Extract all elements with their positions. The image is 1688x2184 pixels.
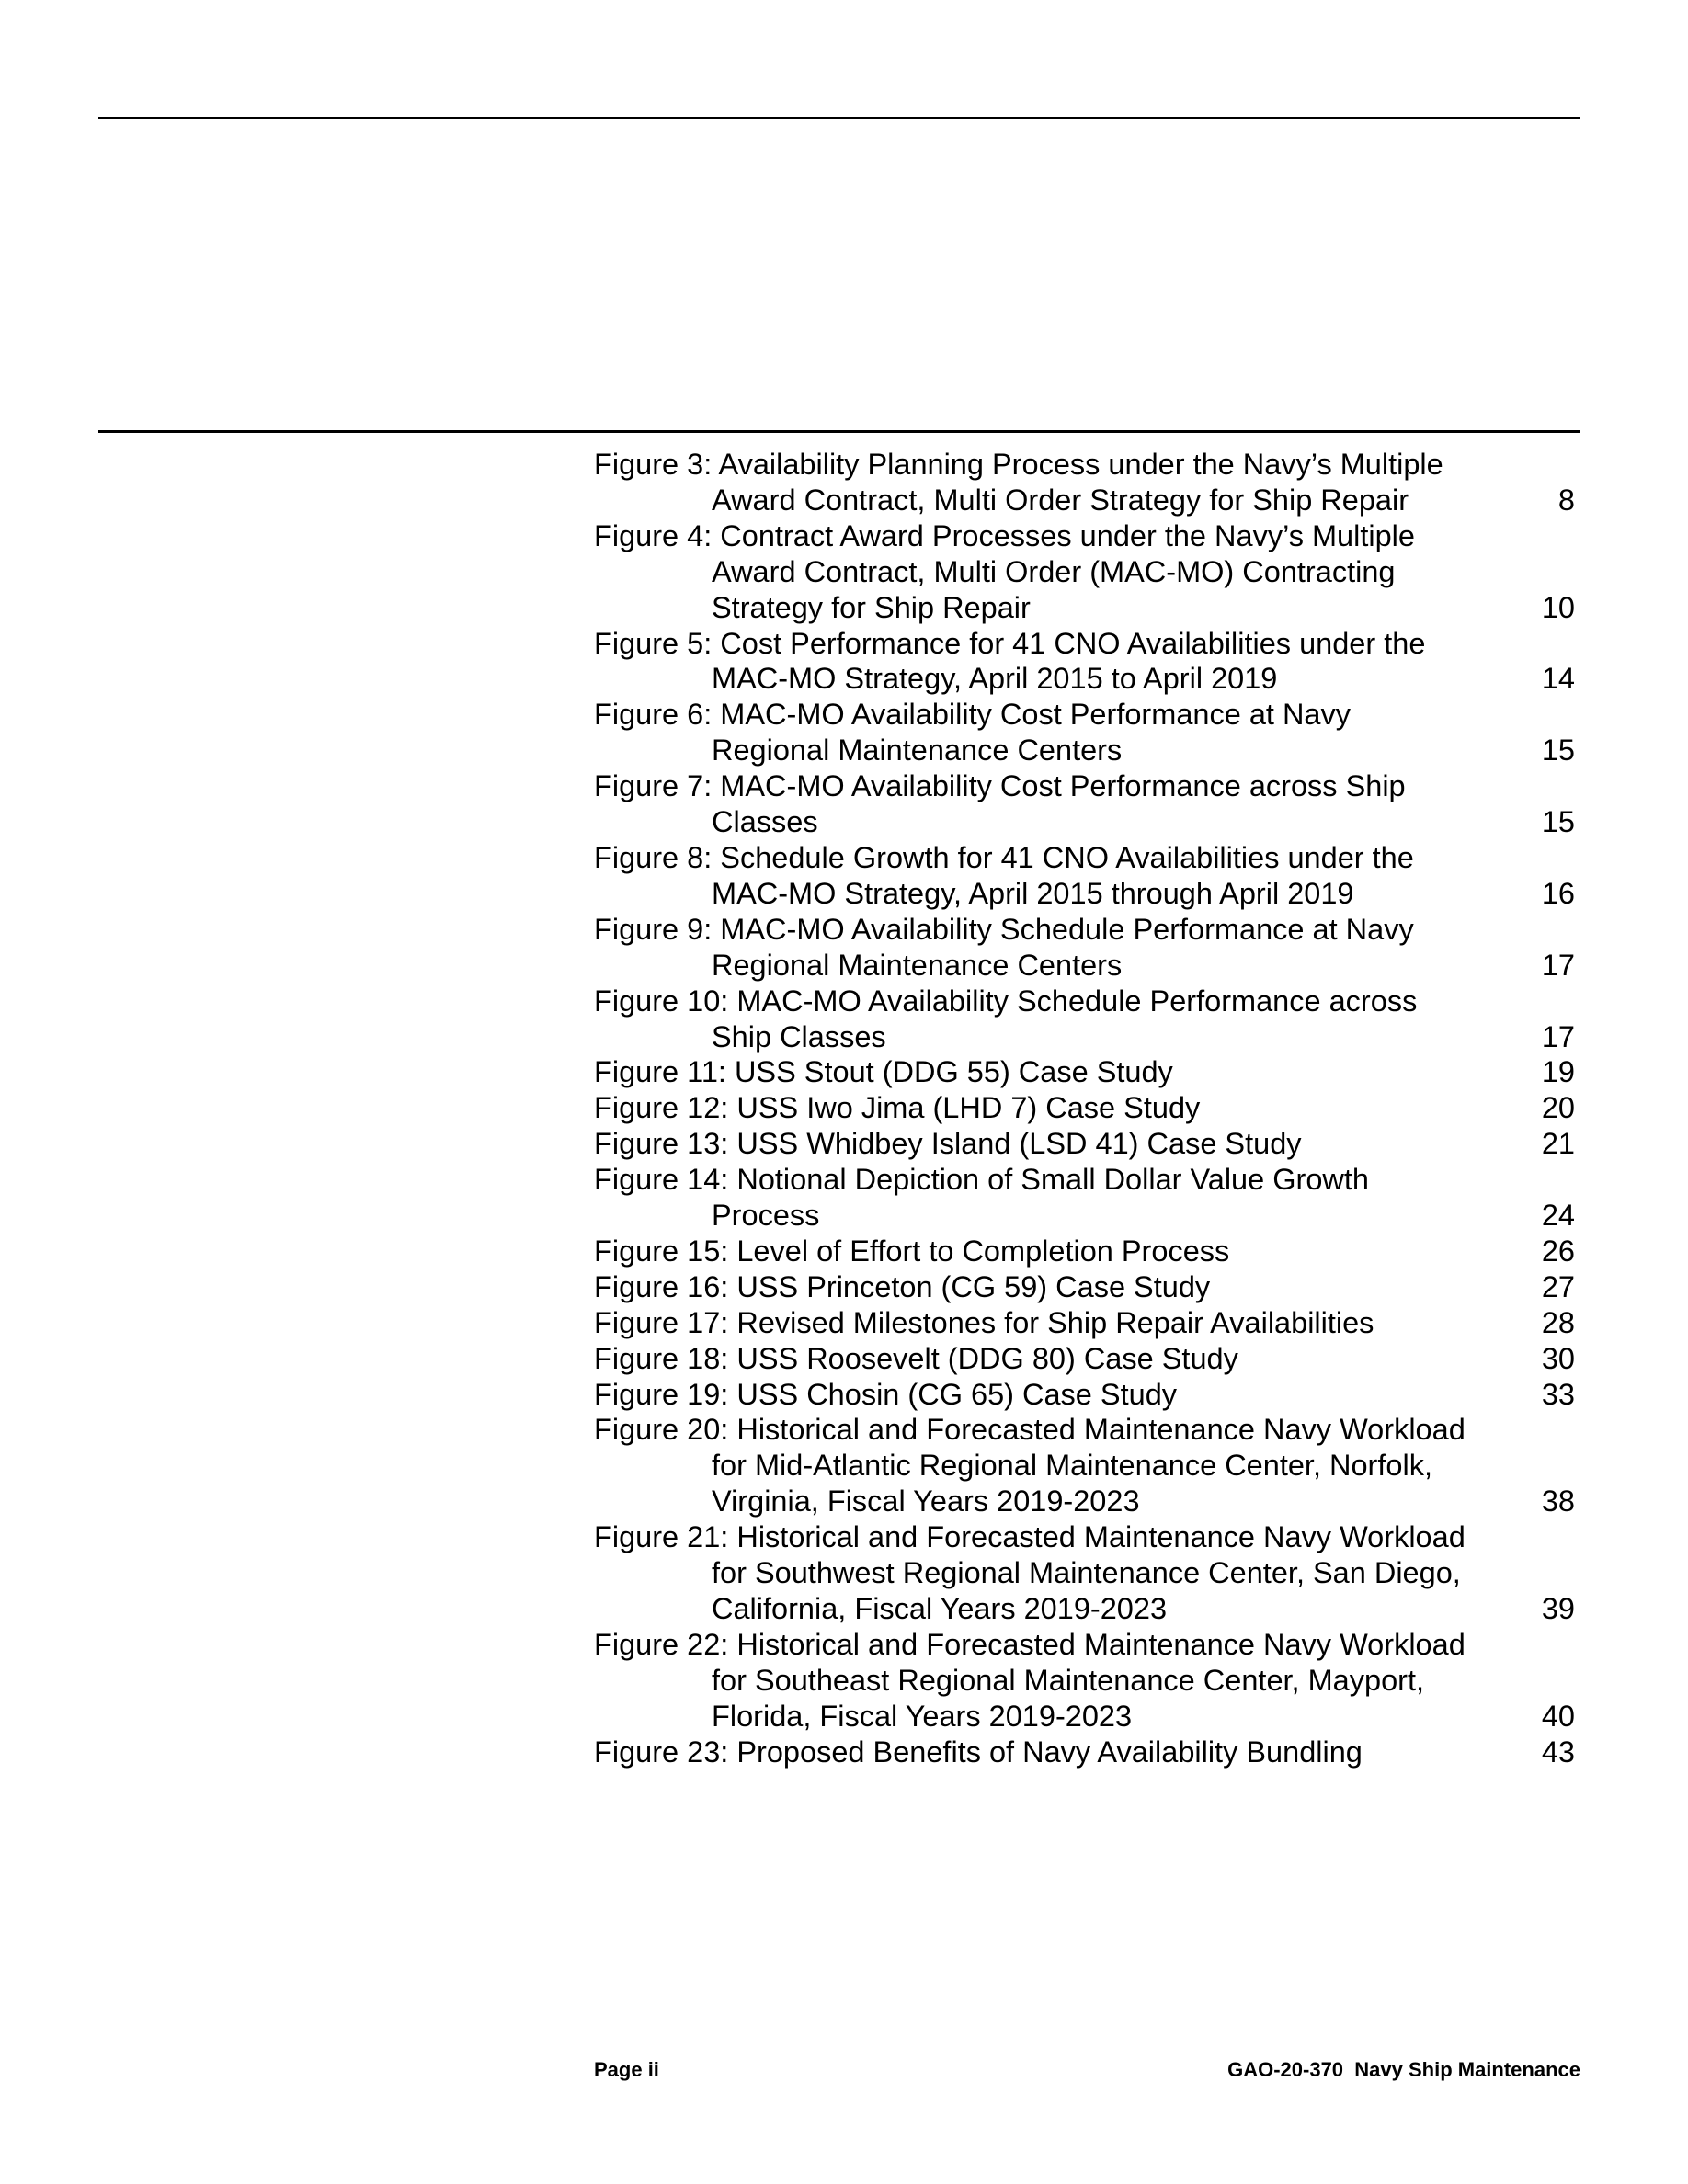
toc-entry[interactable]: [594, 1269, 1580, 1305]
toc-entry-title: [594, 1090, 1495, 1126]
toc-entry[interactable]: [594, 447, 1580, 518]
toc-entry-page-number: 15: [1541, 734, 1575, 768]
toc-entry-title-line: Figure 9: MAC-MO Availability Schedule Performance at Navy: [594, 912, 1414, 946]
toc-entry-page-number: 19: [1541, 1055, 1575, 1089]
toc-entry[interactable]: [594, 1377, 1580, 1413]
toc-entry-title: [594, 447, 1495, 518]
toc-entry-title-line: for Southeast Regional Maintenance Center, Mayport,: [712, 1663, 1425, 1697]
toc-entry-title: [594, 1054, 1495, 1090]
toc-entry[interactable]: [594, 1234, 1580, 1269]
toc-entry-title-line: Figure 5: Cost Performance for 41 CNO Availabilities under the: [594, 626, 1426, 660]
toc-entry-title-line: Regional Maintenance Centers: [712, 948, 1123, 982]
toc-entry-title: [594, 1412, 1495, 1519]
toc-entry-title: [594, 1377, 1495, 1413]
toc-entry[interactable]: [594, 1090, 1580, 1126]
toc-entry-title-line: Figure 18: USS Roosevelt (DDG 80) Case Study: [594, 1341, 1238, 1375]
toc-entry-title-line: for Southwest Regional Maintenance Center, San Diego,: [712, 1556, 1461, 1590]
toc-entry-title-line: Figure 19: USS Chosin (CG 65) Case Study: [594, 1377, 1178, 1411]
toc-entry-title-line: Figure 4: Contract Award Processes under the Navy’s Multiple: [594, 518, 1415, 552]
toc-entry-page-number: 30: [1541, 1341, 1575, 1375]
toc-entry-page-number: 26: [1541, 1234, 1575, 1268]
toc-entry-title-line: Figure 3: Availability Planning Process under the Navy’s Multiple: [594, 448, 1443, 481]
toc-entry[interactable]: [594, 912, 1580, 984]
figures-table-of-contents: [594, 447, 1580, 1770]
toc-entry-page-number: 17: [1541, 1019, 1575, 1053]
toc-entry-page-number: 16: [1541, 876, 1575, 910]
toc-entry-title: [594, 1269, 1495, 1305]
toc-entry-title-line: Figure 22: Historical and Forecasted Maintenance Navy Workload: [594, 1627, 1466, 1661]
toc-entry-title: [594, 984, 1495, 1055]
toc-entry-page-number: 24: [1541, 1199, 1575, 1233]
toc-entry-page-number: 10: [1541, 590, 1575, 624]
toc-entry-page-number: 21: [1541, 1127, 1575, 1161]
footer-page-number: Page ii: [594, 2058, 659, 2081]
toc-entry-title-line: Regional Maintenance Centers: [712, 734, 1123, 768]
toc-entry-title-line: Strategy for Ship Repair: [712, 590, 1031, 624]
toc-entry-title-line: Figure 23: Proposed Benefits of Navy Availability Bundling: [594, 1735, 1363, 1769]
toc-entry[interactable]: [594, 1735, 1580, 1770]
toc-entry-page-number: 27: [1541, 1269, 1575, 1303]
toc-entry-title-line: Award Contract, Multi Order (MAC-MO) Contracting: [712, 554, 1396, 588]
toc-entry-title-line: Award Contract, Multi Order Strategy for Ship Repair: [712, 483, 1409, 517]
toc-entry-page-number: 20: [1541, 1091, 1575, 1125]
toc-entry-title: [594, 626, 1495, 698]
toc-entry-title-line: Figure 12: USS Iwo Jima (LHD 7) Case Study: [594, 1091, 1201, 1125]
toc-entry-title: [594, 1305, 1495, 1341]
toc-entry[interactable]: [594, 1126, 1580, 1162]
toc-entry-title: [594, 1519, 1495, 1627]
toc-entry-page-number: 39: [1541, 1592, 1575, 1625]
toc-entry-page-number: 33: [1541, 1377, 1575, 1411]
toc-entry-title-line: Figure 7: MAC-MO Availability Cost Performance across Ship: [594, 769, 1406, 803]
toc-entry-title-line: Florida, Fiscal Years 2019-2023: [712, 1699, 1133, 1733]
toc-entry[interactable]: [594, 1519, 1580, 1627]
toc-entry-title-line: Figure 15: Level of Effort to Completion Process: [594, 1234, 1230, 1268]
toc-entry[interactable]: [594, 1162, 1580, 1234]
toc-entry[interactable]: [594, 1341, 1580, 1377]
toc-entry[interactable]: [594, 768, 1580, 840]
toc-entry[interactable]: [594, 697, 1580, 768]
toc-entry-page-number: 14: [1541, 662, 1575, 696]
toc-entry-page-number: 28: [1541, 1305, 1575, 1339]
header-rule-contents: [98, 430, 1580, 433]
toc-entry-page-number: 17: [1541, 948, 1575, 982]
toc-entry-title-line: MAC-MO Strategy, April 2015 to April 2019: [712, 662, 1278, 696]
page-footer: [594, 2058, 1580, 2082]
toc-entry[interactable]: [594, 1305, 1580, 1341]
footer-report-title: GAO-20-370 Navy Ship Maintenance: [1227, 2058, 1580, 2081]
toc-entry-title-line: Ship Classes: [712, 1019, 886, 1053]
toc-entry[interactable]: [594, 626, 1580, 698]
toc-entry-title-line: California, Fiscal Years 2019-2023: [712, 1592, 1168, 1625]
toc-entry[interactable]: [594, 984, 1580, 1055]
toc-entry-title: [594, 697, 1495, 768]
toc-entry-title-line: MAC-MO Strategy, April 2015 through April 2019: [712, 876, 1354, 910]
toc-entry-title-line: Figure 11: USS Stout (DDG 55) Case Study: [594, 1055, 1173, 1089]
toc-entry-page-number: 43: [1541, 1735, 1575, 1769]
toc-entry-title: [594, 1162, 1495, 1234]
toc-entry-title: [594, 1341, 1495, 1377]
toc-entry[interactable]: [594, 1627, 1580, 1735]
toc-entry-title-line: Virginia, Fiscal Years 2019-2023: [712, 1484, 1140, 1519]
toc-entry-title-line: Figure 17: Revised Milestones for Ship Repair Availabilities: [594, 1305, 1374, 1339]
toc-entry-title: [594, 1735, 1495, 1770]
toc-entry-title: [594, 840, 1495, 912]
toc-entry-title-line: for Mid-Atlantic Regional Maintenance Center, Norfolk,: [712, 1449, 1432, 1483]
toc-entry-title-line: Figure 20: Historical and Forecasted Maintenance Navy Workload: [594, 1413, 1466, 1447]
toc-entry-title-line: Process: [712, 1199, 820, 1233]
toc-entry-title: [594, 1234, 1495, 1269]
toc-entry-title: [594, 768, 1495, 840]
toc-entry-title-line: Figure 16: USS Princeton (CG 59) Case Study: [594, 1269, 1211, 1303]
toc-entry-title-line: Classes: [712, 805, 818, 839]
toc-entry-title-line: Figure 6: MAC-MO Availability Cost Performance at Navy: [594, 698, 1352, 732]
toc-entry-page-number: 38: [1541, 1484, 1575, 1519]
toc-entry-title-line: Figure 8: Schedule Growth for 41 CNO Availabilities under the: [594, 840, 1414, 874]
toc-entry-page-number: 40: [1541, 1699, 1575, 1733]
toc-entry-title-line: Figure 21: Historical and Forecasted Maintenance Navy Workload: [594, 1520, 1466, 1554]
toc-entry[interactable]: [594, 1412, 1580, 1519]
toc-entry[interactable]: [594, 840, 1580, 912]
toc-entry-title: [594, 912, 1495, 984]
toc-entry[interactable]: [594, 518, 1580, 626]
toc-entry-title: [594, 1627, 1495, 1735]
toc-entry-title-line: Figure 13: USS Whidbey Island (LSD 41) Case Study: [594, 1127, 1302, 1161]
toc-entry-title: [594, 518, 1495, 626]
toc-entry-title: [594, 1126, 1495, 1162]
toc-entry[interactable]: [594, 1054, 1580, 1090]
toc-entry-title-line: Figure 14: Notional Depiction of Small Dollar Value Growth: [594, 1163, 1369, 1197]
toc-entry-page-number: 15: [1541, 805, 1575, 839]
header-rule-top: [98, 117, 1580, 119]
toc-entry-title-line: Figure 10: MAC-MO Availability Schedule Performance across: [594, 984, 1418, 1018]
toc-entry-page-number: 8: [1557, 483, 1575, 517]
